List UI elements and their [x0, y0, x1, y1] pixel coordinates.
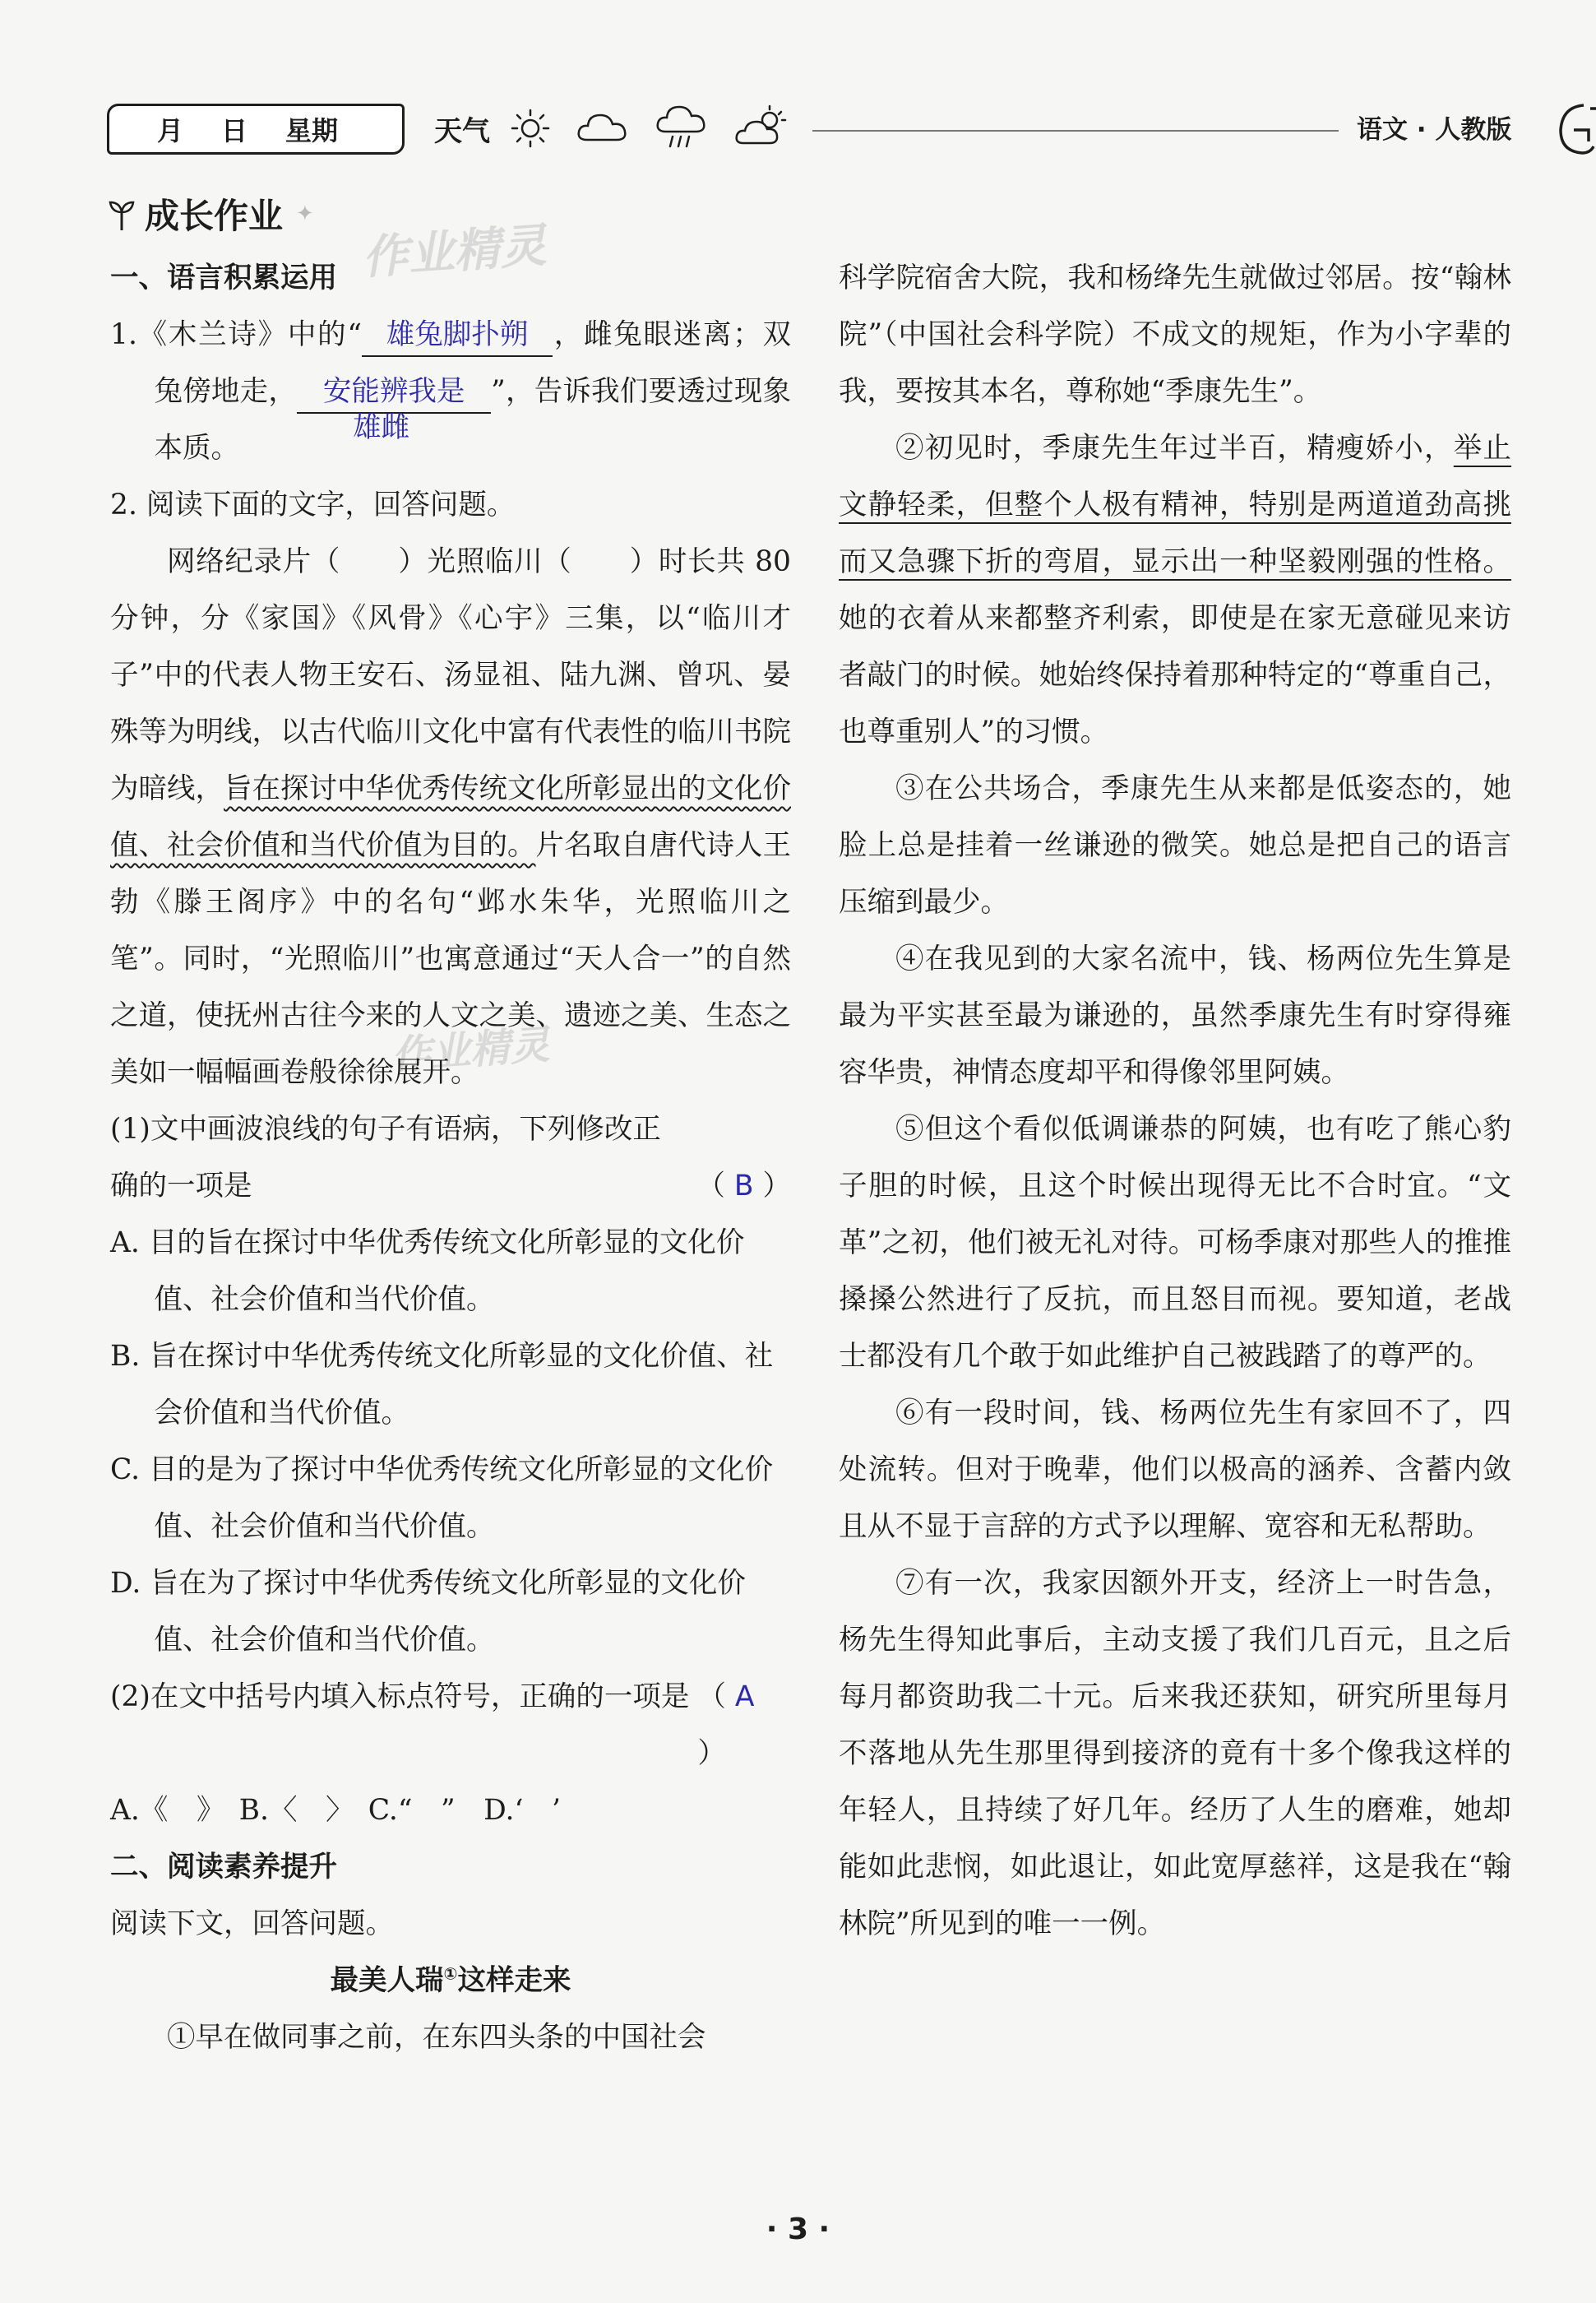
subject-edition: 语文 · 人教版 — [1357, 115, 1512, 145]
page-number: · 3 · — [766, 2213, 830, 2246]
reading-intro: 阅读下文，回答问题。 — [110, 1907, 394, 1940]
section-title — [107, 189, 314, 239]
underlined-sentence: 举止文静轻柔，但整个人极有精神，特别是两道道劲高挑而又急骤下折的弯眉，显示出一种坚毅刚强的性格。 — [839, 432, 1512, 578]
month-label: 月 — [157, 115, 184, 146]
q1-text-c: ”，告诉我们要透过现象本质。 — [154, 375, 792, 465]
partly-cloudy-icon — [733, 104, 791, 150]
question-1 — [110, 307, 791, 477]
article-para-7: ⑦有一次，我家因额外开支，经济上一时告急，杨先生得知此事后，主动支援了我们几百元，且之后每月都资助我二十元。后来我还获知，研究所里每月不落地从先生那里得到接济的竟有十多个像我这样的年轻人，且持续了好几年。经历了人生的磨难，她却能如此悲悯，如此退让，如此宽厚慈祥，这是我在“翰林院”所见到的唯一一例。 — [839, 1567, 1511, 1940]
weather-icons — [510, 104, 791, 150]
watermark: 作业精灵 — [360, 219, 548, 285]
sub1-answer: B — [733, 1170, 754, 1202]
para2-text-b: 她的衣着从来都整齐利索，即使是在家无意碰见来访者敲门的时候。她始终保持着那种特定的“尊重自己，也尊重别人”的习惯。 — [839, 602, 1511, 748]
article-para-5: ⑤但这个看似低调谦恭的阿姨，也有吃了熊心豹子胆的时候，且这个时候出现得无比不合时宜。“文革”之初，他们被无礼对待。可杨季康对那些人的推推搡搡公然进行了反抗，而且怒目而视。要知道，老战士都没有几个敢于如此维护自己被践踏了的尊严的。 — [839, 1113, 1511, 1373]
right-column — [839, 250, 1511, 1953]
week-label: 星期 — [285, 115, 339, 146]
sub2-answer: A — [734, 1680, 755, 1713]
wavy-sentence: 旨在探讨中华优秀传统文化所彰显出的文化价值、社会价值和当代价值为目的。 — [110, 772, 791, 862]
article-title-b: 这样走来 — [457, 1964, 571, 1997]
passage — [110, 534, 791, 1101]
sub1-answer-box[interactable]: （ B ） — [696, 1170, 791, 1202]
rain-cloud-icon — [655, 104, 709, 150]
passage-part-1: 网络纪录片（ ）光照临川（ ）时长共 80 分钟，分《家国》《风骨》《心宇》三集，以“临川才子”中的代表人物王安石、汤显祖、陆九渊、曾巩、晏殊等为明线，以古代临川文化中富有代表性的临川书院为暗线， — [110, 545, 791, 805]
option-d: D. 旨在为了探讨中华优秀传统文化所彰显的文化价值、社会价值和当代价值。 — [110, 1567, 746, 1657]
watermark-center: 作业精灵 — [390, 1022, 552, 1079]
sprout-icon — [107, 196, 136, 232]
article-para-1-cont: 科学院宿舍大院，我和杨绛先生就做过邻居。按“翰林院”（中国社会科学院）不成文的规矩，作为小字辈的我，要按其本名，尊称她“季康先生”。 — [839, 262, 1511, 408]
q1-answer-2[interactable] — [297, 371, 491, 444]
footnote-mark: ① — [443, 1963, 458, 1984]
article-para-2 — [839, 420, 1511, 761]
header-rule — [812, 130, 1339, 132]
date-tab — [107, 104, 405, 155]
subquestion-1 — [110, 1101, 791, 1215]
section-language: 一、语言积累运用 — [110, 262, 337, 294]
q1-answer-1[interactable]: 雄兔脚扑朔 — [362, 314, 553, 357]
sub2-options: A.《 》 B.〈 〉 C.“ ” D.‘ ’ — [110, 1794, 561, 1827]
article-title — [110, 1953, 791, 2009]
subquestion-2 — [110, 1669, 791, 1782]
article-para-4: ④在我见到的大家名流中，钱、杨两位先生算是最为平实甚至最为谦逊的，虽然季康先生有时穿得雍容华贵，神情态度却平和得像邻里阿姨。 — [839, 943, 1511, 1089]
page-header — [107, 97, 1521, 163]
question-2: 2. 阅读下面的文字，回答问题。 — [110, 489, 516, 521]
option-a: A. 目的旨在探讨中华优秀传统文化所彰显的文化价值、社会价值和当代价值。 — [110, 1226, 745, 1316]
passage-part-2: 片名取自唐代诗人王勃《滕王阁序》中的名句“邺水朱华，光照临川之笔”。同时，“光照临川”也寓意通过“天人合一”的自然之道，使抚州古往今来的人文之美、遗迹之美、生态之美如一幅幅画卷般徐徐展开。 — [110, 829, 791, 1089]
article-para-6: ⑥有一段时间，钱、杨两位先生有家回不了，四处流转。但对于晚辈，他们以极高的涵养、含蓄内敛且从不显于言辞的方式予以理解、宽容和无私帮助。 — [839, 1397, 1511, 1543]
left-column — [110, 250, 791, 2066]
day-label: 日 — [221, 115, 248, 146]
sub2-answer-box[interactable]: （ A ） — [697, 1680, 755, 1770]
cloud-icon — [576, 104, 630, 150]
sub1-text: (1)文中画波浪线的句子有语病，下列修改正确的一项是 — [110, 1113, 661, 1202]
q1-text-b: ，雌兔眼迷离；双兔傍地走， — [154, 318, 791, 408]
weather-label: 天气 — [434, 115, 490, 148]
sun-icon — [510, 104, 551, 150]
option-c: C. 目的是为了探讨中华优秀传统文化所彰显的文化价值、社会价值和当代价值。 — [110, 1453, 774, 1543]
article-title-a: 最美人瑞 — [330, 1964, 444, 1997]
option-b: B. 旨在探讨中华优秀传统文化所彰显的文化价值、社会价值和当代价值。 — [110, 1340, 774, 1430]
q1-answer-2-extra: 雄雌 — [353, 411, 410, 444]
sub2-text: (2)在文中括号内填入标点符号，正确的一项是 — [110, 1680, 690, 1713]
q1-text-a: 1.《木兰诗》中的“ — [110, 318, 363, 351]
section-title-text: 成长作业 — [145, 196, 284, 236]
section-reading: 二、阅读素养提升 — [110, 1851, 337, 1884]
para2-text-a: ②初见时，季康先生年过半百，精瘦娇小， — [895, 432, 1454, 465]
article-para-3: ③在公共场合，季康先生从来都是低姿态的，她脸上总是挂着一丝谦逊的微笑。她总是把自己的语言压缩到最少。 — [839, 772, 1511, 919]
star-decoration-icon: ✦ — [296, 202, 314, 226]
article-para-1-start: ①早在做同事之前，在东四头条的中国社会 — [167, 2021, 706, 2054]
gt-logo-icon — [1552, 97, 1596, 163]
q1-answer-2-text: 安能辨我是 — [322, 375, 465, 408]
